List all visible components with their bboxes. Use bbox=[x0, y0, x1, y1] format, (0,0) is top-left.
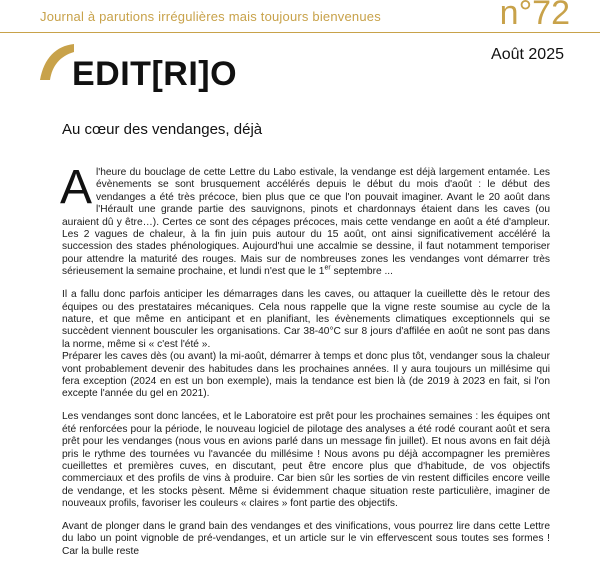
paragraph-4: Avant de plonger dans le grand bain des vendanges et des vinifications, vous pourrez lire dans cette Lettre du labo un point vignoble de pré-vendanges, et un article sur le vin effervescent sous toutes ses formes ! Car la bulle reste bbox=[62, 521, 550, 557]
top-bar bbox=[0, 0, 600, 30]
journal-tagline: Journal à parutions irrégulières mais toujours bienvenues bbox=[40, 9, 381, 24]
paragraph-1 bbox=[60, 161, 550, 279]
header-divider bbox=[0, 32, 600, 33]
paragraph-1-text: l'heure du bouclage de cette Lettre du Labo estivale, la vendange est déjà largement entamée. Les évènements se sont brusquement accélérés depuis le début du mois d'août : le début des vendanges a été très précoce, bien plus que ce que l'on pouvait imaginer. Avant le 20 août dans l'Hérault une grande partie des sauvignons, pinots et chardonnays étaient dans les caves (ou auraient dû y être…). Certes ce sont des cépages précoces, mais cette vendange en août a été d'ampleur. Les 2 vagues de chaleur, à la fin juin puis autour du 15 août, ont ainsi significativement accéléré la succession des stades phénologiques. Aujourd'hui une accalmie se dessine, il faut notamment temporiser pour attendre la maturité des rouges. Mais sur de nombreuses zones les vendanges vont démarrer très sérieusement la semaine prochaine, et lundi n'est que le 1 bbox=[62, 167, 550, 278]
issue-date: Août 2025 bbox=[491, 46, 564, 63]
paragraph-2b-text: Préparer les caves dès (ou avant) la mi-août, démarrer à temps et donc plus tôt, vendanger sous la chaleur vont probablement devenir des habitudes dans les prochaines années. Il y aura toujours un millésime qui fera exception (2024 en est un bon exemple), mais la tendance est bien là (de 2019 à 2023 en fait, si l'on excepte l'année du gel en 2021). bbox=[62, 351, 550, 400]
paragraph-1-end: septembre ... bbox=[330, 266, 393, 278]
paragraph-2 bbox=[62, 289, 550, 401]
logo-mark-icon bbox=[38, 42, 76, 82]
editrio-logo bbox=[72, 56, 237, 92]
superscript: er bbox=[324, 264, 331, 272]
logo-text: EDIT[RI]O bbox=[72, 55, 238, 93]
drop-cap: A bbox=[60, 161, 93, 214]
article-headline: Au cœur des vendanges, déjà bbox=[62, 121, 263, 138]
article-body bbox=[60, 161, 550, 569]
issue-number: n°72 bbox=[499, 0, 570, 32]
paragraph-3: Les vendanges sont donc lancées, et le Laboratoire est prêt pour les prochaines semaines : les équipes ont été renforcées pour la période, le nouveau logiciel de pilotage des analyses a été rodé courant août et sera prêt pour les vendanges (nous vous en avions parlé dans un message fin juillet). Et nous avons en fait déjà pris le rythme des tournées vu l'avancée du millésime ! Nous avons pu déjà accompagner les premières cueillettes et premières cuves, en discutant, peut être encore plus que d'habitude, de vos objectifs commerciaux et des profils de vins à produire. Car bien sûr les sorties de vin restent difficiles encore veille de vendange, et les stocks pèsent. Même si évidemment chaque situation reste particulière, imaginer de nouveaux profils, favoriser les couleurs « claires » font partie des objectifs. bbox=[62, 411, 550, 510]
paragraph-2-text: Il a fallu donc parfois anticiper les démarrages dans les caves, ou attaquer la cueillette dès le retour des équipes ou des prestataires mécaniques. Cela nous rappelle que la vigne reste soumise au cycle de la nature, et que même en anticipant et en planifiant, les évènements climatiques exceptionnels qui se succèdent viennent bousculer les organisations. Car 38-40°C sur 8 jours d'affilée en août ne sont pas dans la norme, même si « c'est l'été ». bbox=[62, 289, 550, 350]
